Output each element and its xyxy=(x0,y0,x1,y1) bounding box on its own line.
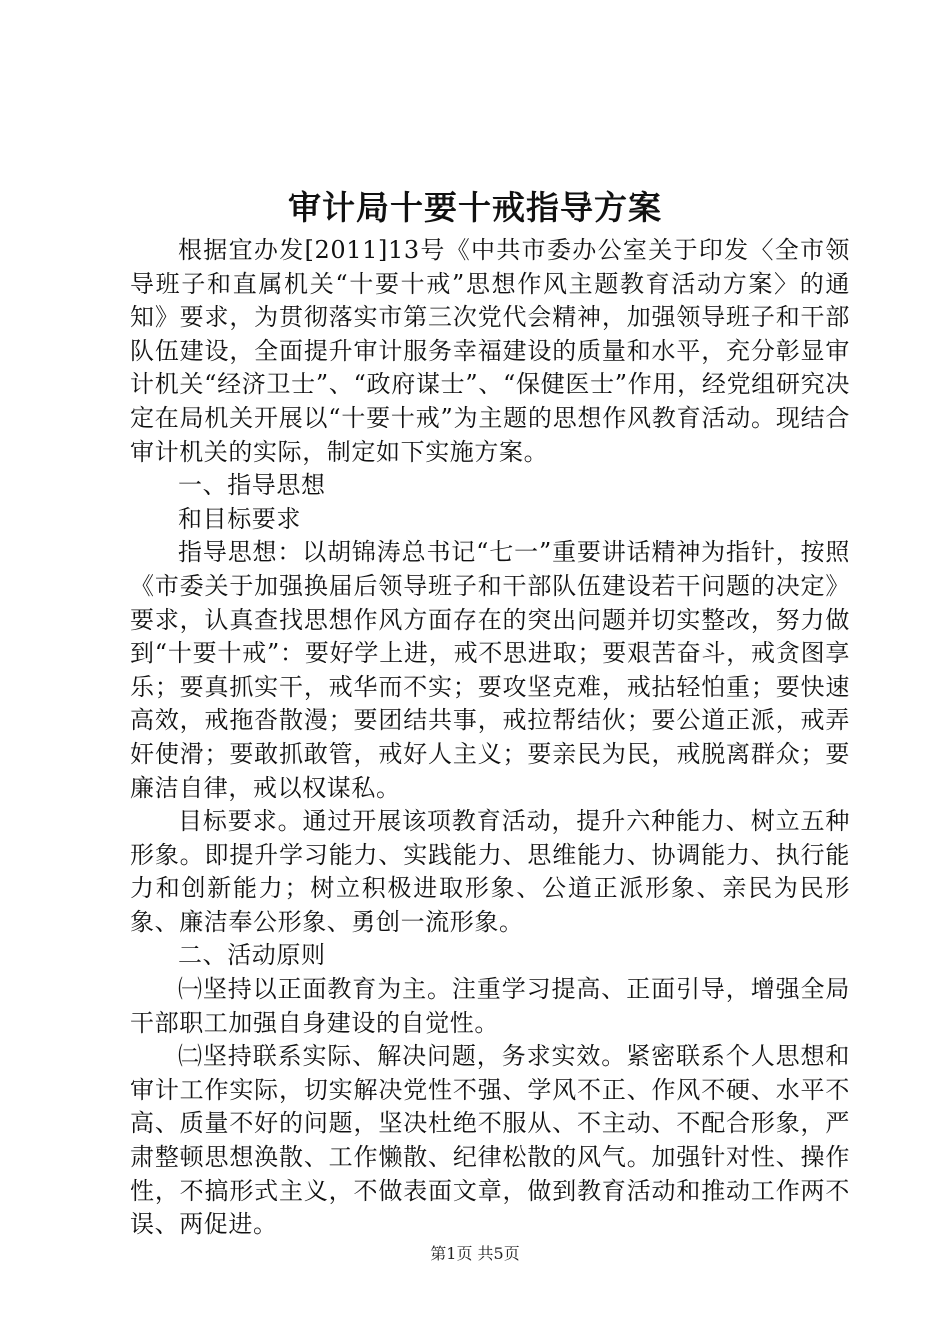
principle-one-paragraph: ㈠坚持以正面教育为主。注重学习提高、正面引导，增强全局干部职工加强自身建设的自觉性。 xyxy=(130,975,850,1037)
goals-paragraph: 目标要求。通过开展该项教育活动，提升六种能力、树立五种形象。即提升学习能力、实践能力、思维能力、协调能力、执行能力和创新能力；树立积极进取形象、公道正派形象、亲民为民形象、廉洁奉公形象、勇创一流形象。 xyxy=(130,807,850,936)
section-heading-principles: 二、活动原则 xyxy=(178,941,326,970)
document-title: 审计局十要十戒指导方案 xyxy=(288,188,662,227)
section-heading-guiding-thought: 一、指导思想 xyxy=(178,471,326,500)
document-body xyxy=(130,234,850,1242)
section-heading-goals: 和目标要求 xyxy=(178,504,301,533)
intro-paragraph: 根据宜办发[2011]13号《中共市委办公室关于印发〈全市领导班子和直属机关“十要十戒”思想作风主题教育活动方案〉的通知》要求，为贯彻落实市第三次党代会精神，加强领导班子和干部队伍建设，全面提升审计服务幸福建设的质量和水平，充分彰显审计机关“经济卫士”、“政府谋士”、“保健医士”作用，经党组研究决定在局机关开展以“十要十戒”为主题的思想作风教育活动。现结合审计机关的实际，制定如下实施方案。 xyxy=(130,236,850,466)
page-footer: 第1页 共5页 xyxy=(430,1244,520,1263)
guiding-thought-paragraph: 指导思想：以胡锦涛总书记“七一”重要讲话精神为指针，按照《市委关于加强换届后领导班子和干部队伍建设若干问题的决定》要求，认真查找思想作风方面存在的突出问题并切实整改，努力做到“十要十戒”：要好学上进，戒不思进取；要艰苦奋斗，戒贪图享乐；要真抓实干，戒华而不实；要攻坚克难，戒拈轻怕重；要快速高效，戒拖沓散漫；要团结共事，戒拉帮结伙；要公道正派，戒弄奸使滑；要敢抓敢管，戒好人主义；要亲民为民，戒脱离群众；要廉洁自律，戒以权谋私。 xyxy=(130,538,850,802)
principle-two-paragraph: ㈡坚持联系实际、解决问题，务求实效。紧密联系个人思想和审计工作实际，切实解决党性不强、学风不正、作风不硬、水平不高、质量不好的问题，坚决杜绝不服从、不主动、不配合形象，严肃整顿思想涣散、工作懒散、纪律松散的风气。加强针对性、操作性，不搞形式主义，不做表面文章，做到教育活动和推动工作两不误、两促进。 xyxy=(130,1042,850,1239)
